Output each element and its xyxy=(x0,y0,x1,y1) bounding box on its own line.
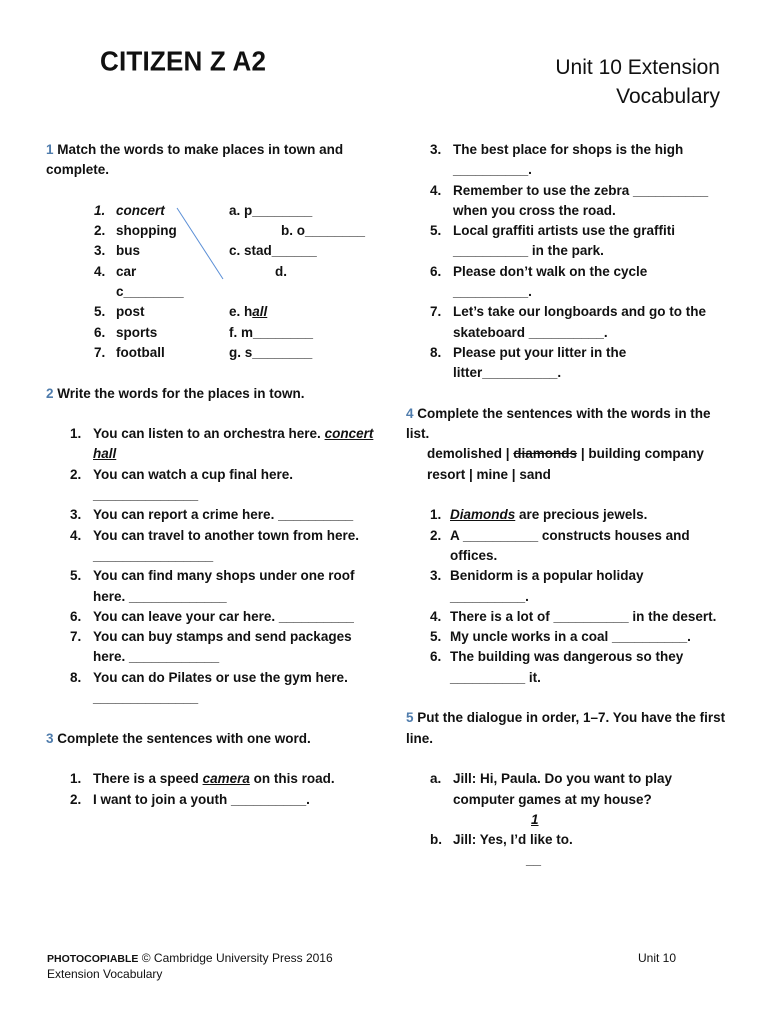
match-row: 2. shopping b. o________ xyxy=(94,223,366,239)
list-item: 6. The building was dangerous so they __________ it. xyxy=(430,649,684,685)
list-item: 8. Please put your litter in the litter__________. xyxy=(430,344,627,381)
list-item: 1. There is a speed camera on this road. xyxy=(70,771,335,787)
list-item: 6. You can leave your car here. __________ xyxy=(70,608,354,624)
answer-hall: hall xyxy=(93,446,117,462)
answer-hall: all xyxy=(252,304,268,320)
match-row: 3. bus c. stad______ xyxy=(94,243,317,259)
exercise-5-instruction: 5 Put the dialogue in order, 1–7. You have the first line. xyxy=(406,710,726,746)
list-item: 7. You can buy stamps and send packages here. ____________ xyxy=(70,629,352,665)
exercise-3-instruction: 3 Complete the sentences with one word. xyxy=(46,730,311,746)
list-item: a. Jill: Hi, Paula. Do you want to play computer games at my house? xyxy=(430,771,673,807)
match-row: 7. football g. s________ xyxy=(94,344,313,360)
answer-concert: concert xyxy=(324,426,374,442)
footer-unit: Unit 10 xyxy=(638,951,677,965)
match-row: 4. car d. xyxy=(94,263,287,279)
list-item: 6. Please don’t walk on the cycle __________. xyxy=(430,263,648,300)
match-row: c________ xyxy=(116,284,184,300)
word-list: demolished | diamonds | building company resort | mine | sand xyxy=(427,446,704,482)
exercise-4-instruction: 4 Complete the sentences with the words in the list. xyxy=(406,405,711,442)
list-item: 5. You can find many shops under one roof here. _____________ xyxy=(70,568,355,604)
exercise-2-list xyxy=(46,424,376,708)
list-item: 8. You can do Pilates or use the gym here. ______________ xyxy=(70,669,348,706)
list-item: 4. You can travel to another town from here. ________________ xyxy=(70,527,360,563)
exercise-3-list-part2 xyxy=(406,140,726,384)
list-item: 2. I want to join a youth __________. xyxy=(70,791,310,807)
match-row: 6. sports f. m________ xyxy=(94,324,314,340)
order-answer: 1 xyxy=(531,811,539,827)
exercise-number: 4 xyxy=(406,405,414,421)
list-item: 1. Diamonds are precious jewels. xyxy=(430,507,648,523)
exercise-1-instruction: 1 Match the words to make places in town and complete. xyxy=(46,142,344,178)
exercise-2-instruction: 2 Write the words for the places in town. xyxy=(46,385,305,401)
left-column xyxy=(46,140,376,810)
list-item: 3. The best place for shops is the high __________. xyxy=(430,142,684,178)
footer-copyright: PHOTOCOPIABLE © Cambridge University Press 2016 Extension Vocabulary xyxy=(47,951,333,981)
exercise-number: 5 xyxy=(406,710,414,726)
exercise-number: 2 xyxy=(46,385,54,401)
list-item: 5. My uncle works in a coal __________. xyxy=(430,629,691,645)
unit-heading xyxy=(555,53,720,111)
answer-diamonds: Diamonds xyxy=(450,507,516,523)
answer-camera: camera xyxy=(202,771,250,787)
matching-list xyxy=(46,201,376,363)
right-column xyxy=(406,140,726,871)
list-item: 7. Let’s take our longboards and go to the skateboard __________. xyxy=(430,304,707,340)
exercise-number: 1 xyxy=(46,142,54,157)
match-row: 1. concert a. p________ xyxy=(94,202,313,218)
struck-word: diamonds xyxy=(513,446,578,462)
match-row: 5. post e. hall xyxy=(94,304,268,320)
list-item: 4. Remember to use the zebra __________ when you cross the road. xyxy=(430,182,709,218)
exercise-4-list xyxy=(406,505,726,688)
list-item: 2. A __________ constructs houses and offices. xyxy=(430,527,690,563)
list-item: 5. Local graffiti artists use the graffiti __________ in the park. xyxy=(430,223,676,259)
unit-heading-line2: Vocabulary xyxy=(616,85,720,108)
list-item: 4. There is a lot of __________ in the desert. xyxy=(430,608,717,624)
list-item: 3. Benidorm is a popular holiday __________. xyxy=(430,568,644,604)
document-title: CITIZEN Z A2 xyxy=(100,44,267,78)
exercise-number: 3 xyxy=(46,730,54,746)
list-item: 1. You can listen to an orchestra here. concert hall xyxy=(70,426,374,462)
photocopiable-label: PHOTOCOPIABLE xyxy=(47,953,139,965)
footer-subtitle: Extension Vocabulary xyxy=(47,967,163,981)
list-item: b. Jill: Yes, I’d like to. xyxy=(430,832,573,848)
list-item: 3. You can report a crime here. __________ xyxy=(70,507,354,523)
order-answer: __ xyxy=(526,852,542,868)
list-item: 2. You can watch a cup final here. ______________ xyxy=(70,466,294,503)
unit-heading-line1: Unit 10 Extension xyxy=(555,56,720,79)
exercise-3-list-part1 xyxy=(46,769,376,810)
exercise-5-list xyxy=(406,769,726,870)
